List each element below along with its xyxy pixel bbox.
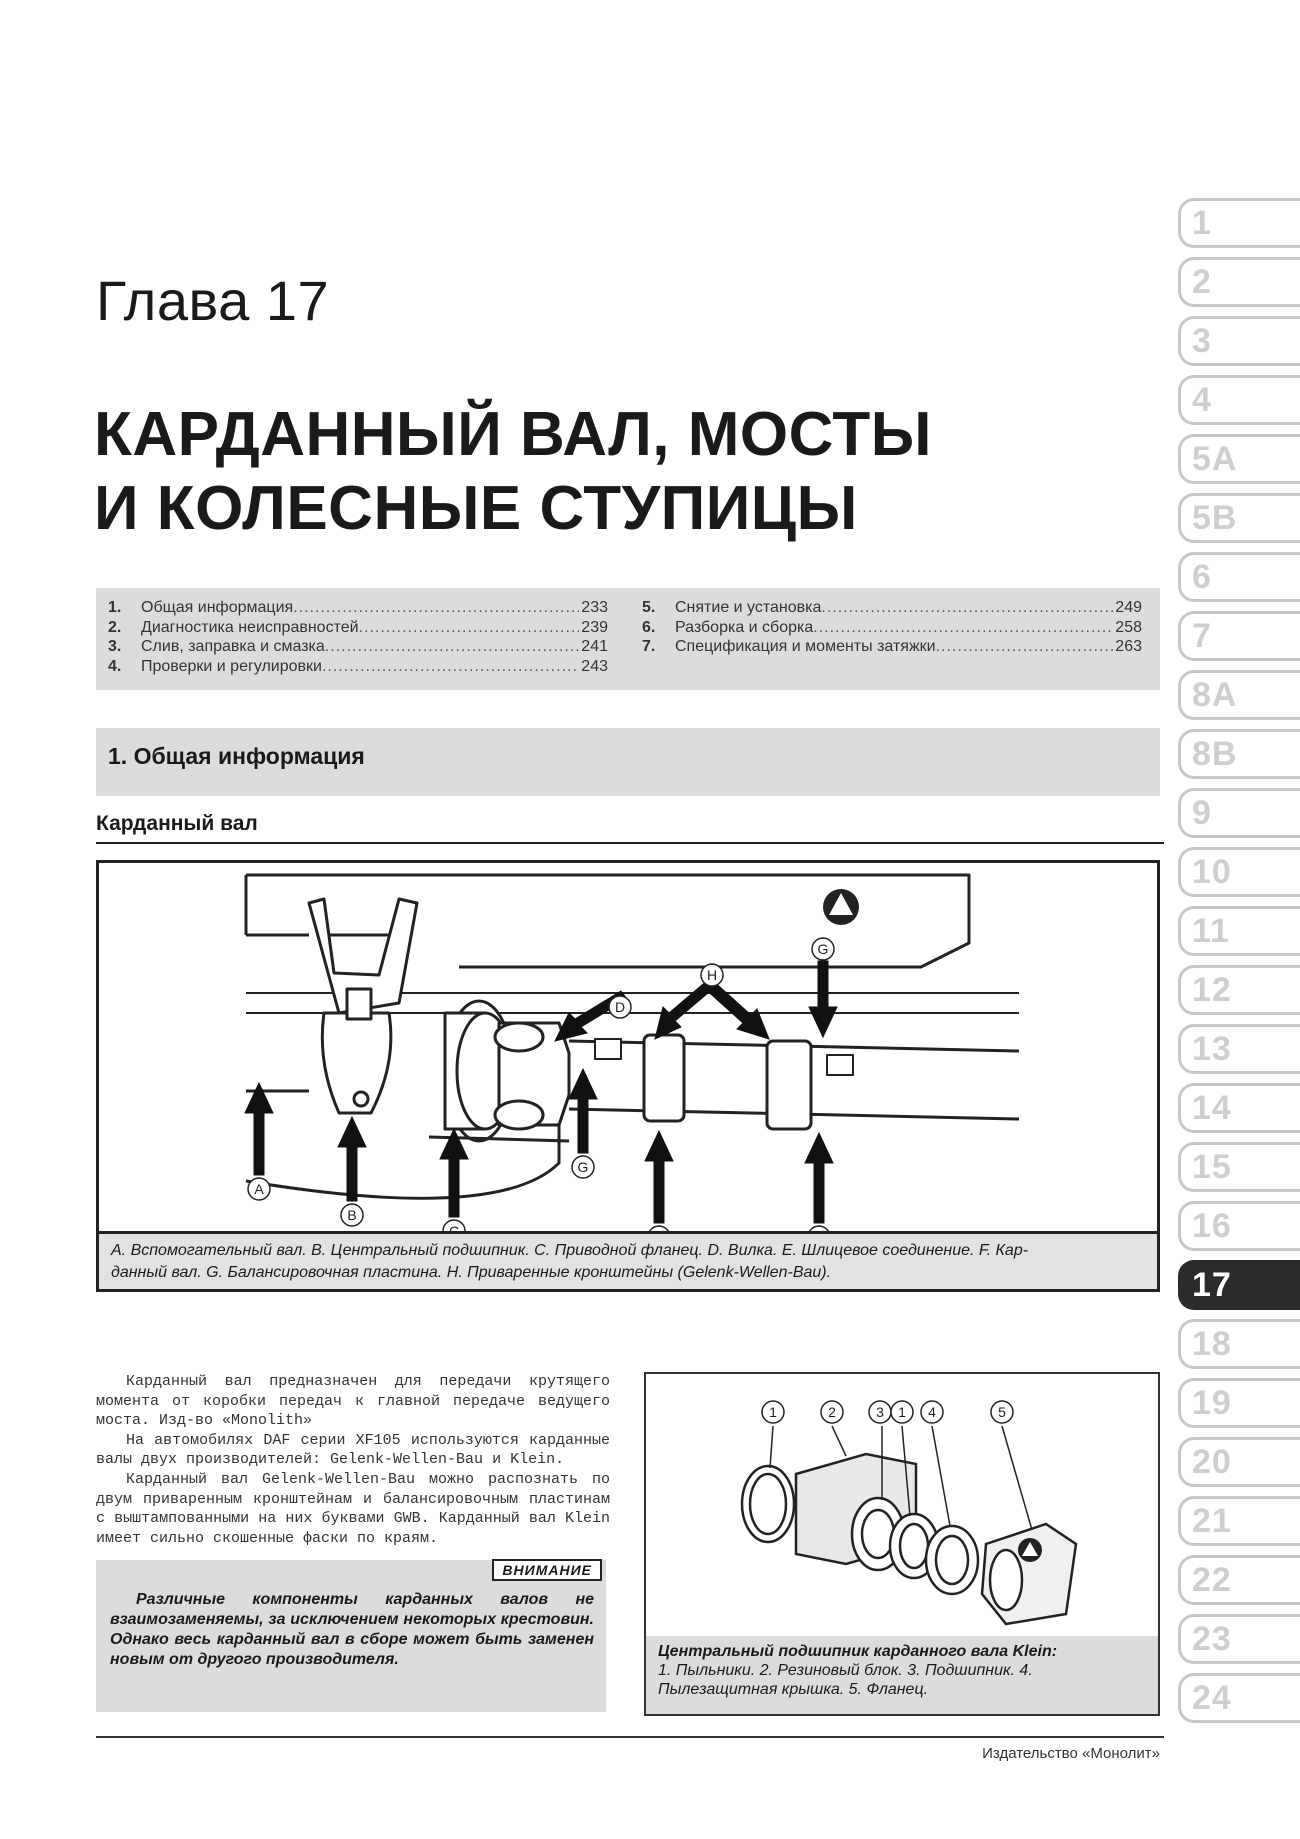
chapter-tab-12[interactable]	[1178, 965, 1300, 1015]
chapter-tab-4[interactable]	[1178, 375, 1300, 425]
publisher-seal-icon	[1018, 1538, 1042, 1562]
tab-label: 10	[1192, 853, 1232, 891]
chapter-tab-7[interactable]	[1178, 611, 1300, 661]
warning-box	[96, 1560, 606, 1712]
driveshaft-figure	[96, 860, 1160, 1292]
chapter-tab-2[interactable]	[1178, 257, 1300, 307]
tab-label: 11	[1192, 912, 1230, 950]
tab-label: 14	[1192, 1089, 1232, 1127]
callout-label: 5	[998, 1404, 1006, 1420]
tab-label: 13	[1192, 1030, 1232, 1068]
tab-label: 8B	[1192, 735, 1238, 773]
chapter-tab-8b[interactable]	[1178, 729, 1300, 779]
chapter-tab-23[interactable]	[1178, 1614, 1300, 1664]
tab-label: 6	[1192, 558, 1212, 596]
callout-label: 1	[769, 1404, 777, 1420]
publisher-footer: Издательство «Монолит»	[982, 1745, 1160, 1762]
chapter-tab-10[interactable]	[1178, 847, 1300, 897]
callout-label: G	[577, 1159, 589, 1175]
chapter-tab-22[interactable]	[1178, 1555, 1300, 1605]
toc-right-column	[642, 598, 1142, 657]
chapter-tab-6[interactable]	[1178, 552, 1300, 602]
body-text	[96, 1372, 610, 1548]
chapter-tab-19[interactable]	[1178, 1378, 1300, 1428]
tab-label: 23	[1192, 1620, 1232, 1658]
callout-label: 4	[928, 1404, 936, 1420]
chapter-tab-20[interactable]	[1178, 1437, 1300, 1487]
tab-label: 24	[1192, 1679, 1232, 1717]
chapter-title-line-1: КАРДАННЫЙ ВАЛ, МОСТЫ	[94, 400, 932, 469]
tab-label: 8A	[1192, 676, 1238, 714]
center-bearing-illustration	[646, 1374, 1158, 1636]
chapter-tab-18[interactable]	[1178, 1319, 1300, 1369]
center-bearing-figure	[644, 1372, 1160, 1716]
callout-label: A	[254, 1181, 264, 1197]
paragraph: Карданный вал предназначен для передачи крутящего момента от коробки передач к главной передаче ведущего моста. Изд-во «Monolith»	[96, 1373, 610, 1430]
tab-label: 22	[1192, 1561, 1232, 1599]
tab-label: 15	[1192, 1148, 1232, 1186]
chapter-tab-16[interactable]	[1178, 1201, 1300, 1251]
figure-caption: Центральный подшипник карданного вала Klein: 1. Пыльники. 2. Резиновый блок. 3. Подшипник. 4. Пылезащитная крышка. 5. Фланец.	[646, 1636, 1158, 1714]
toc-item[interactable]: 4. Проверки и регулировки ..... 243	[108, 657, 608, 677]
chapter-tab-14[interactable]	[1178, 1083, 1300, 1133]
chapter-tab-24[interactable]	[1178, 1673, 1300, 1723]
publisher-seal-icon	[823, 889, 859, 925]
tab-label: 17	[1192, 1266, 1232, 1304]
footer-rule	[96, 1736, 1164, 1738]
chapter-tab-17[interactable]	[1178, 1260, 1300, 1310]
toc-left-column	[108, 598, 608, 676]
tab-label: 9	[1192, 794, 1212, 832]
chapter-label: Глава 17	[96, 269, 330, 332]
section-title: 1. Общая информация	[108, 743, 365, 769]
toc-item[interactable]: 6. Разборка и сборка ..... 258	[642, 618, 1142, 638]
driveshaft-illustration	[99, 863, 1157, 1289]
tab-label: 7	[1192, 617, 1212, 655]
tab-label: 2	[1192, 263, 1212, 301]
tab-label: 19	[1192, 1384, 1232, 1422]
toc-item[interactable]: 5. Снятие и установка ..... 249	[642, 598, 1142, 618]
tab-label: 5A	[1192, 440, 1238, 478]
tab-label: 20	[1192, 1443, 1232, 1481]
table-of-contents	[96, 588, 1160, 690]
callout-label: G	[817, 941, 829, 957]
tab-label: 5B	[1192, 499, 1238, 537]
warning-text: Различные компоненты карданных валов не взаимозаменяемы, за исключением некоторых крестовин. Однако весь карданный вал в сборе может быть заменен новым от другого производителя.	[110, 1591, 594, 1668]
toc-item[interactable]: 1. Общая информация ..... 233	[108, 598, 608, 618]
subheading: Карданный вал	[96, 812, 258, 835]
chapter-tab-8a[interactable]	[1178, 670, 1300, 720]
chapter-tab-5a[interactable]	[1178, 434, 1300, 484]
chapter-tab-3[interactable]	[1178, 316, 1300, 366]
paragraph: На автомобилях DAF серии XF105 используются карданные валы двух производителей: Gelenk-Wellen-Bau и Klein.	[96, 1431, 610, 1469]
chapter-tab-11[interactable]	[1178, 906, 1300, 956]
tab-label: 21	[1192, 1502, 1232, 1540]
callout-label: 2	[828, 1404, 836, 1420]
section-header	[96, 728, 1160, 796]
tab-label: 1	[1192, 204, 1212, 242]
callout-label: D	[614, 999, 626, 1015]
paragraph: Карданный вал Gelenk-Wellen-Bau можно распознать по двум приваренным кронштейнам и балансировочным пластинам с выштампованными на них буквами GWB. Карданный вал Klein имеет сильно скошенные фаски по краям.	[96, 1470, 610, 1547]
callout-label: B	[347, 1207, 357, 1223]
chapter-tab-13[interactable]	[1178, 1024, 1300, 1074]
chapter-title-line-2: И КОЛЕСНЫЕ СТУПИЦЫ	[94, 474, 858, 543]
chapter-tab-15[interactable]	[1178, 1142, 1300, 1192]
toc-item[interactable]: 2. Диагностика неисправностей ..... 239	[108, 618, 608, 638]
callout-label: 1	[898, 1404, 906, 1420]
tab-label: 12	[1192, 971, 1232, 1009]
chapter-title	[94, 398, 932, 546]
callout-label: 3	[876, 1404, 884, 1420]
tab-label: 18	[1192, 1325, 1232, 1363]
chapter-tab-1[interactable]	[1178, 198, 1300, 248]
toc-item[interactable]: 7. Спецификация и моменты затяжки ..... 263	[642, 637, 1142, 657]
chapter-tab-9[interactable]	[1178, 788, 1300, 838]
toc-item[interactable]: 3. Слив, заправка и смазка ..... 241	[108, 637, 608, 657]
tab-label: 3	[1192, 322, 1212, 360]
warning-tag: ВНИМАНИЕ	[492, 1559, 602, 1581]
figure-caption: A. Вспомогательный вал. B. Центральный подшипник. C. Приводной фланец. D. Вилка. E. Шлицевое соединение. F. Кар- данный вал. G. Балансировочная пластина. H. Приваренные кронштейны (Gelenk-Wellen-Bau).	[99, 1231, 1157, 1289]
chapter-tab-21[interactable]	[1178, 1496, 1300, 1546]
chapter-tabs	[1178, 198, 1300, 1732]
callout-label: H	[706, 967, 718, 983]
tab-label: 16	[1192, 1207, 1232, 1245]
tab-label: 4	[1192, 381, 1212, 419]
subheading-rule	[96, 842, 1164, 844]
chapter-tab-5b[interactable]	[1178, 493, 1300, 543]
